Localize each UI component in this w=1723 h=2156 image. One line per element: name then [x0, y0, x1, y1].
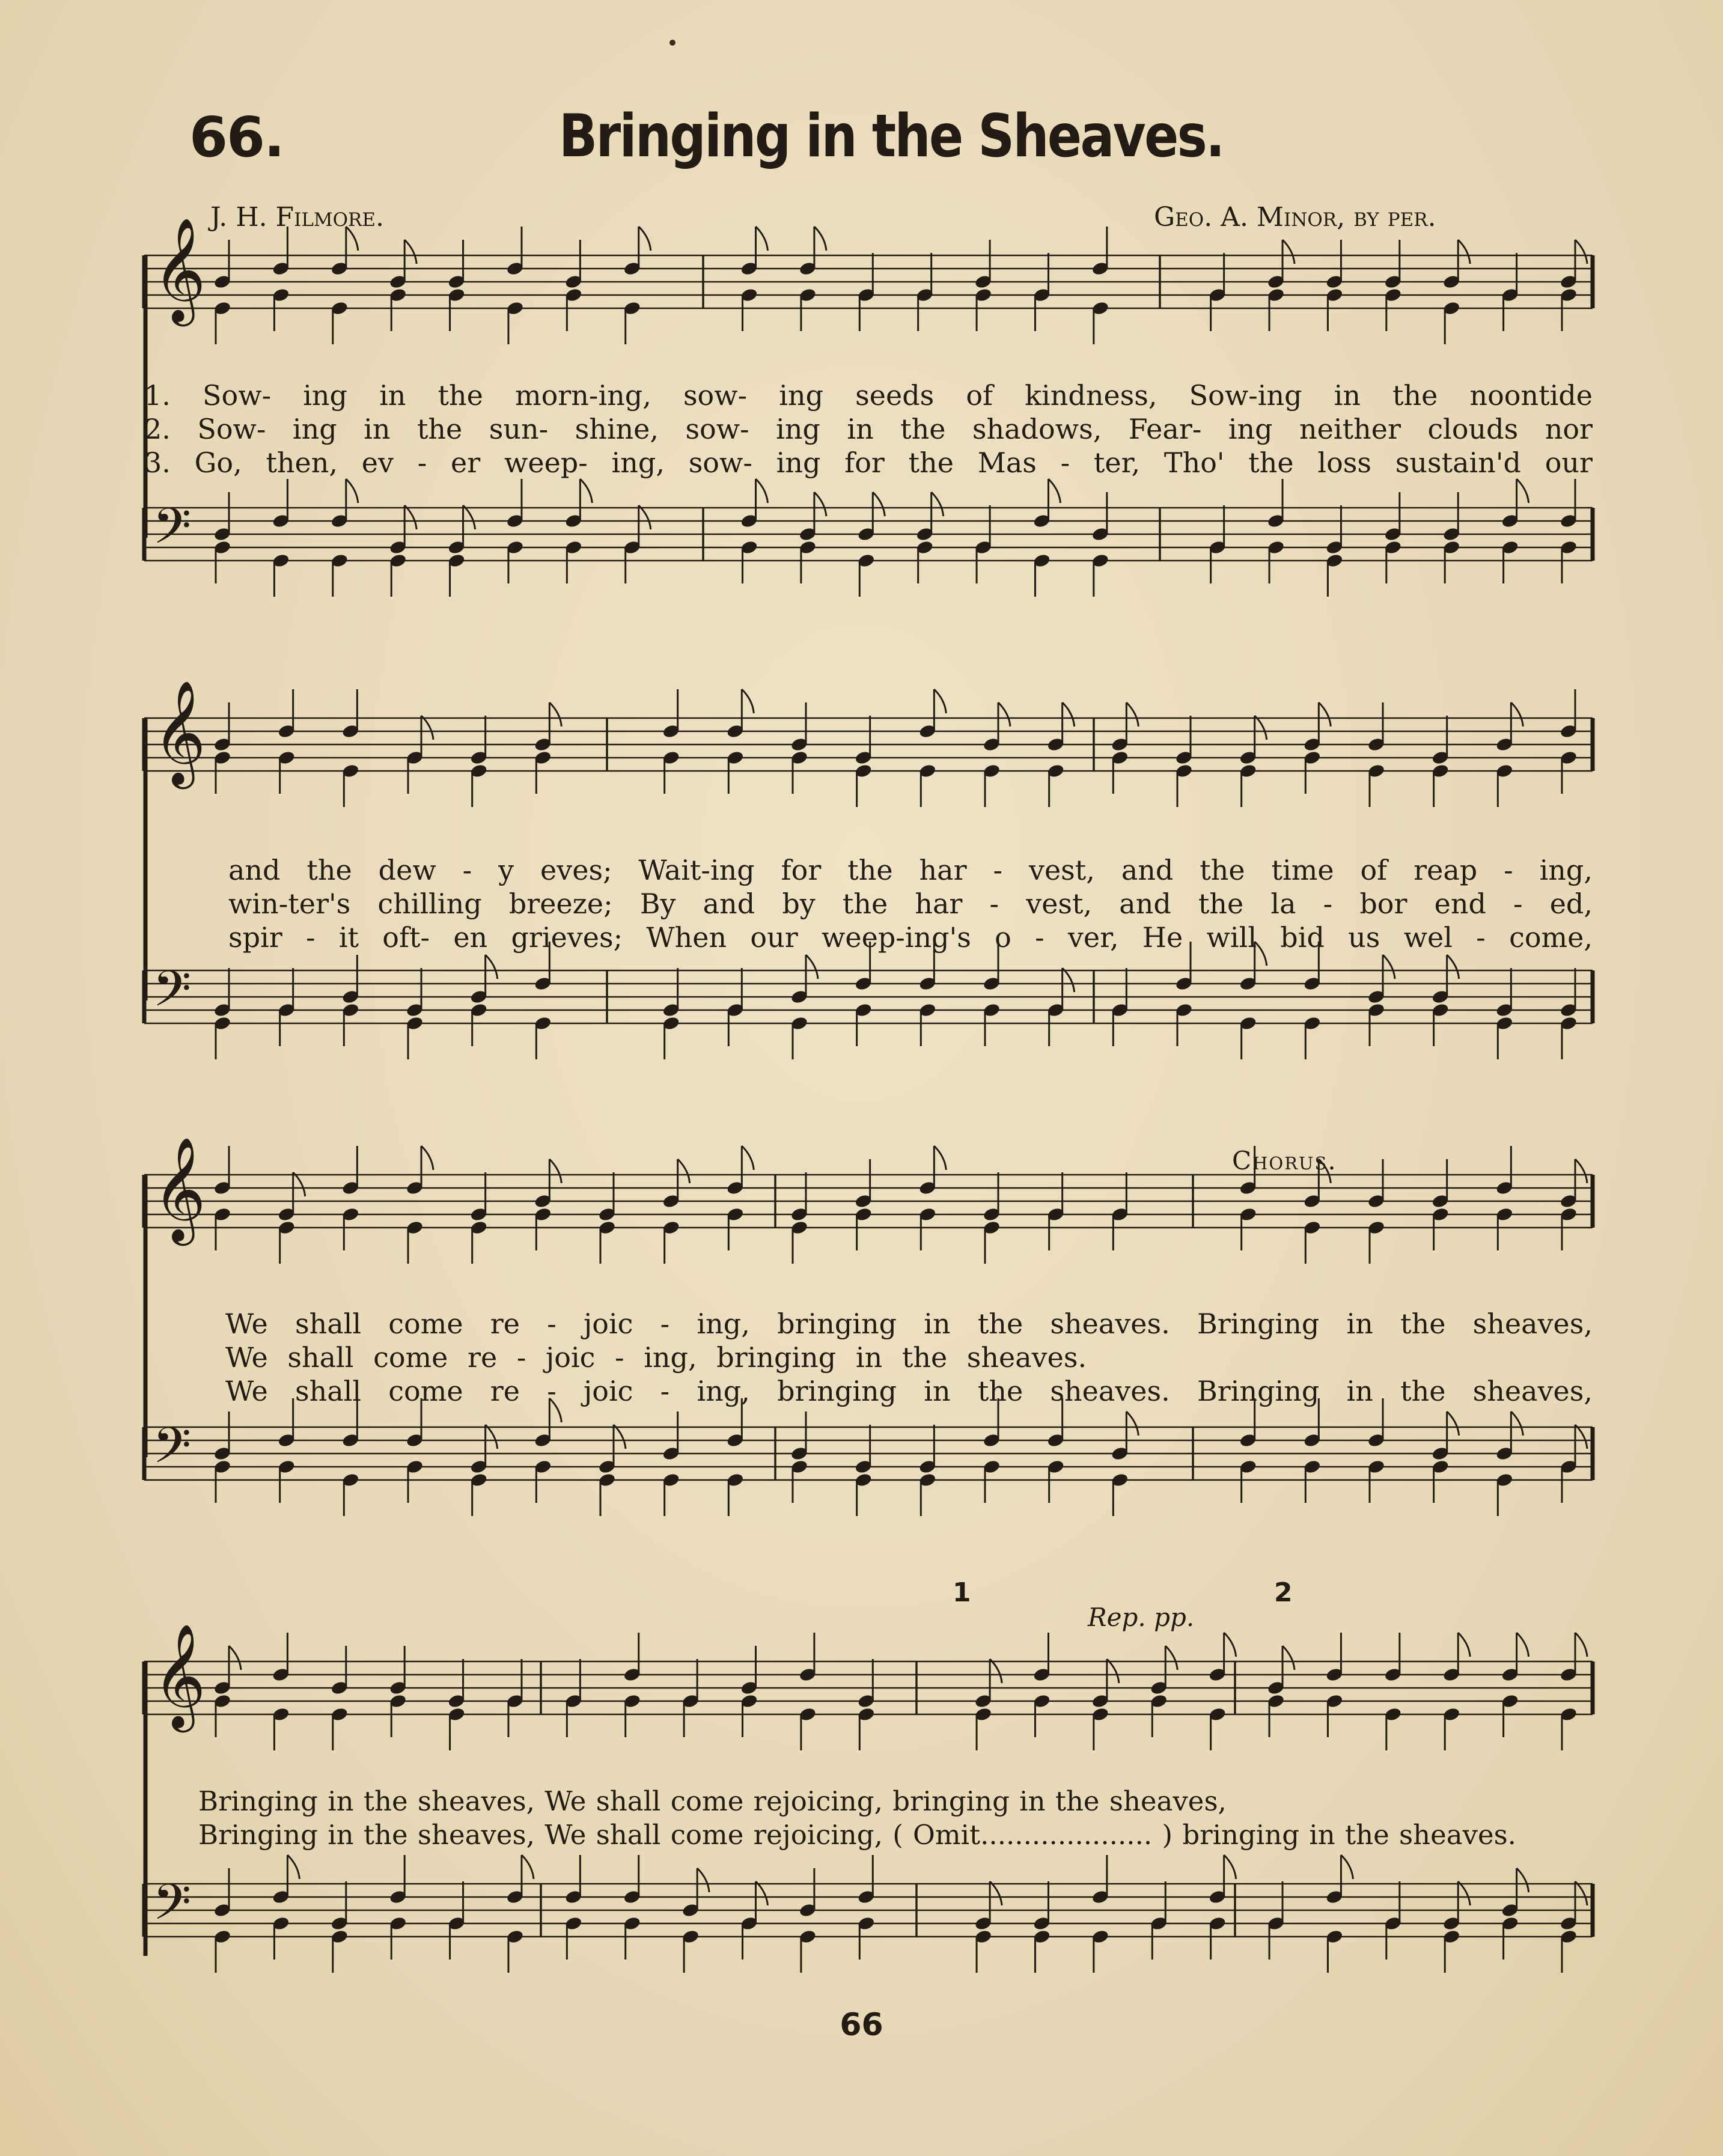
note-head: [1267, 1881, 1285, 1960]
note-head: [1367, 1398, 1386, 1503]
bass-clef-icon: 𝄢: [153, 496, 192, 567]
note-head: [1495, 968, 1514, 1059]
note-head: [662, 968, 680, 1059]
note-head: [469, 955, 497, 1046]
note-head: [740, 479, 767, 583]
note-head: [1208, 505, 1227, 583]
note-head: [854, 1425, 873, 1516]
lyric-line-verse-2: We shall come re - joic - ing, bringing in the sheaves.: [225, 1341, 1087, 1374]
treble-clef-icon: 𝄞: [153, 1623, 206, 1728]
note-head: [1501, 479, 1528, 583]
note-head: [1046, 968, 1074, 1046]
lyric-line-verse-3: We shall come re - joic - ing, bringing in the sheaves. Bringing in the sheaves,: [225, 1375, 1593, 1407]
author-credit: Geo. A. Minor, by per.: [1154, 202, 1436, 233]
note-head: [799, 492, 826, 583]
note-head: [1267, 479, 1285, 583]
note-head: [272, 479, 290, 597]
note-head: [1384, 492, 1403, 583]
bass-clef-icon: 𝄢: [153, 1416, 192, 1487]
note-head: [974, 1881, 1002, 1973]
note-head: [534, 1398, 561, 1503]
repeat-pianissimo-mark: Rep. pp.: [1088, 1603, 1195, 1632]
note-head: [1384, 1881, 1403, 1960]
composer-credit: J. H. Filmore.: [210, 202, 385, 233]
note-head: [983, 942, 1001, 1046]
note-head: [1239, 942, 1266, 1059]
note-head: [790, 1411, 809, 1503]
note-head: [1303, 942, 1322, 1059]
bass-staff: [144, 1163, 1593, 1552]
treble-clef-icon: 𝄞: [153, 680, 206, 785]
note-head: [740, 1881, 767, 1960]
ink-speck: [669, 40, 675, 46]
note-head: [623, 1855, 641, 1960]
note-head: [1091, 1855, 1110, 1973]
note-head: [1501, 1868, 1528, 1960]
lyric-line-verse-3: 3. Go, then, ev - er weep- ing, sow- ing for the Mas - ter, Tho' the loss sustain'd our: [144, 446, 1593, 479]
note-head: [469, 1425, 497, 1516]
note-head: [1175, 942, 1194, 1046]
note-head: [389, 505, 416, 597]
note-head: [974, 505, 993, 583]
note-head: [1431, 1411, 1459, 1503]
chorus-label: Chorus.: [1232, 1146, 1337, 1175]
lyric-line-verse-1: 1. Sow- ing in the morn-ing, sow- ing seeds of kindness, Sow-ing in the noontide: [144, 379, 1593, 412]
note-head: [564, 1855, 583, 1960]
note-head: [1208, 1855, 1236, 1960]
note-head: [330, 479, 358, 597]
note-head: [272, 1855, 299, 1960]
note-head: [1111, 968, 1129, 1046]
music-system-4: [144, 1577, 1593, 2010]
note-head: [277, 1398, 296, 1503]
note-head: [983, 1398, 1001, 1503]
system-brace: [141, 243, 153, 616]
note-head: [1367, 955, 1395, 1046]
bass-staff: [144, 243, 1593, 633]
note-head: [406, 968, 424, 1059]
lyric-line-verse-2: win-ter's chilling breeze; By and by the har - vest, and the la - bor end - ed,: [228, 888, 1593, 920]
bass-clef-icon: 𝄢: [153, 959, 192, 1030]
music-system-3: [144, 1136, 1593, 1571]
treble-clef-icon: 𝄞: [153, 1136, 206, 1241]
note-head: [1560, 1425, 1587, 1503]
note-head: [1442, 492, 1461, 583]
note-head: [447, 1881, 466, 1960]
note-head: [534, 942, 552, 1059]
note-head: [506, 479, 525, 583]
note-head: [1325, 1855, 1353, 1973]
note-head: [447, 505, 475, 597]
note-head: [857, 1855, 876, 1960]
note-head: [564, 479, 592, 583]
note-head: [213, 968, 232, 1059]
note-head: [726, 968, 745, 1046]
note-head: [623, 505, 650, 583]
note-head: [598, 1425, 626, 1516]
lyric-line-verse-1: We shall come re - joic - ing, bringing in the sheaves. Bringing in the sheaves,: [225, 1308, 1593, 1340]
note-head: [506, 1855, 534, 1973]
note-head: [341, 1398, 360, 1516]
volta-first-ending: 1: [953, 1577, 971, 1608]
note-head: [1239, 1398, 1257, 1503]
lyric-line-verse-3: spir - it oft- en grieves; When our weep-ing's o - ver, He will bid us wel - come,: [228, 921, 1593, 954]
system-brace: [141, 706, 153, 1079]
note-head: [1560, 479, 1578, 583]
lyric-line-verse-2: 2. Sow- ing in the sun- shine, sow- ing in the shadows, Fear- ing neither clouds nor: [144, 413, 1593, 445]
note-head: [277, 968, 296, 1046]
note-head: [915, 492, 943, 583]
note-head: [1303, 1398, 1322, 1503]
note-head: [918, 942, 937, 1046]
hymn-number: 66.: [189, 105, 284, 169]
note-head: [213, 1411, 232, 1503]
note-head: [330, 1881, 349, 1973]
bass-staff: [144, 706, 1593, 1095]
note-head: [1560, 968, 1578, 1059]
note-head: [726, 1398, 745, 1516]
lyric-line-2: Bringing in the sheaves, We shall come rejoicing, ( Omit.................... ) bringing in the sheaves.: [198, 1819, 1516, 1851]
note-head: [1046, 1398, 1065, 1503]
note-head: [1032, 1881, 1051, 1973]
treble-clef-icon: 𝄞: [153, 217, 206, 322]
lyric-line-1: Bringing in the sheaves, We shall come rejoicing, bringing in the sheaves,: [198, 1785, 1227, 1817]
note-head: [341, 955, 360, 1046]
hymn-title: Bringing in the Sheaves.: [559, 102, 1224, 171]
volta-second-ending: 2: [1274, 1577, 1293, 1608]
note-head: [213, 492, 232, 583]
bass-staff: [144, 1625, 1593, 2009]
lyric-line-verse-1: and the dew - y eves; Wait-ing for the har - vest, and the time of reap - ing,: [228, 854, 1593, 886]
page-number: 66: [840, 2007, 883, 2043]
music-system-2: [144, 680, 1593, 1115]
note-head: [1150, 1881, 1168, 1960]
note-head: [1325, 505, 1344, 597]
note-head: [1442, 1881, 1470, 1973]
system-brace: [141, 1163, 153, 1535]
bass-clef-icon: 𝄢: [153, 1872, 192, 1943]
system-brace: [141, 1649, 153, 2034]
note-head: [918, 1425, 937, 1516]
note-head: [854, 942, 873, 1046]
note-head: [389, 1855, 407, 1960]
note-head: [1032, 479, 1060, 597]
note-head: [1560, 1881, 1587, 1973]
note-head: [1431, 955, 1459, 1046]
note-head: [406, 1398, 424, 1503]
